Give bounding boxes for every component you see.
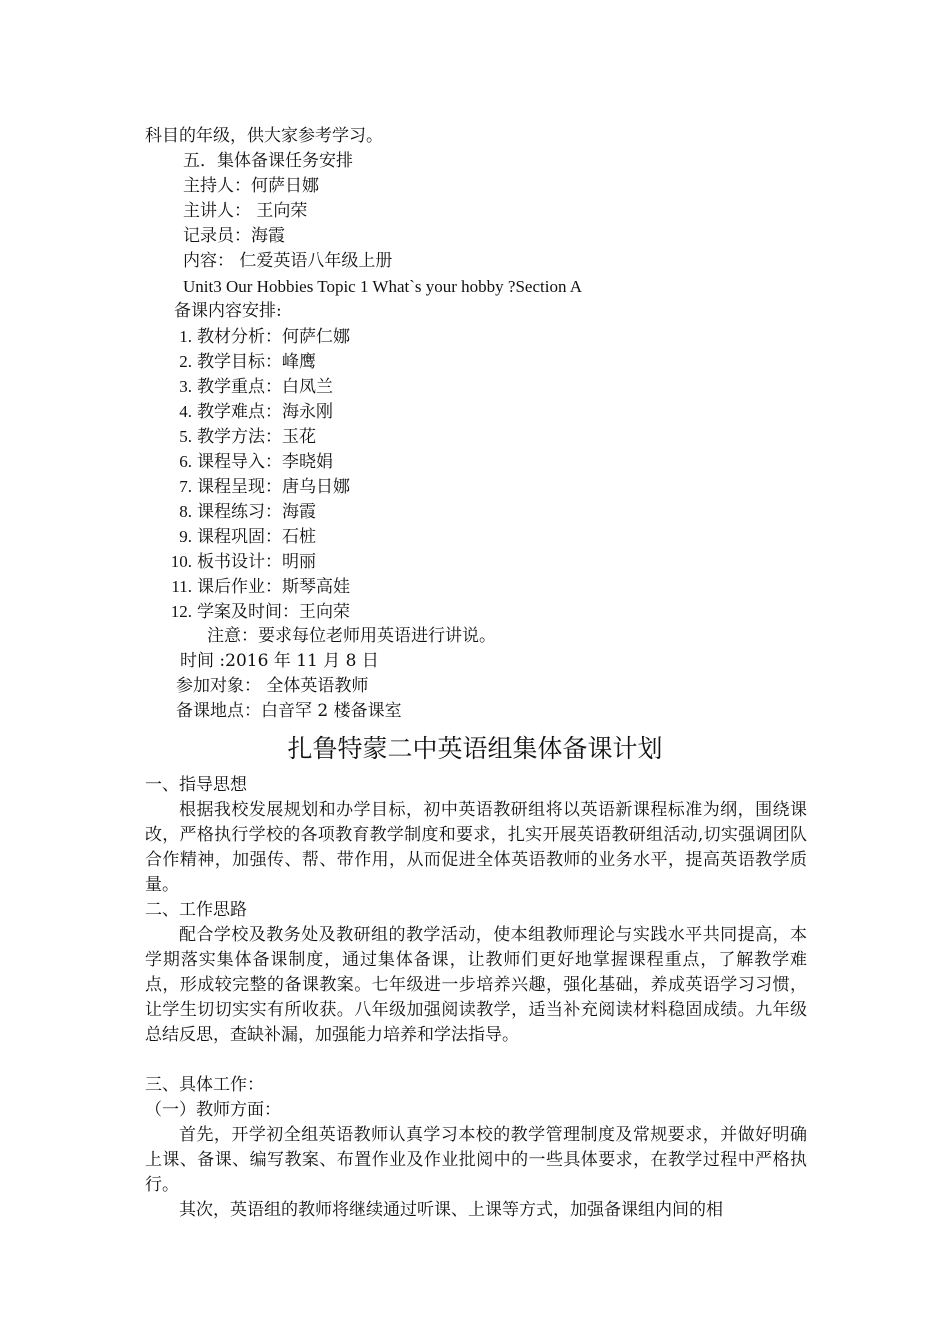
section1-body: 根据我校发展规划和办学目标，初中英语教研组将以英语新课程标准为纲，围绕课改，严格执行学校的各项教育教学制度和要求，扎实开展英语教研组活动,切实强调团队合作精神，加强传、帮、带作用，从而促进全体英语教师的业务水平，提高英语教学质量。: [145, 800, 807, 895]
list-number: 12.: [170, 602, 192, 621]
list-item: [164, 599, 350, 625]
list-number: 8.: [179, 502, 192, 521]
section2-body: 配合学校及教务处及教研组的教学活动，使本组教师理论与实践水平共同提高，本学期落实集体备课制度，通过集体备课，让教师们更好地掌握课程重点，了解教学难点，形成较完整的备课教案。七年级进一步培养兴趣，强化基础，养成英语学习习惯，让学生切切实实有所收获。八年级加强阅读教学，适当补充阅读材料稳固成绩。九年级总结反思，查缺补漏，加强能力培养和学法指导。: [145, 925, 807, 1045]
list-text: 学案及时间：王向荣: [197, 602, 350, 622]
list-item: [164, 474, 350, 500]
list-item: [164, 524, 316, 550]
list-item: [164, 324, 350, 350]
meeting-recorder: 记录员：海霞: [183, 226, 285, 246]
list-item: [164, 574, 350, 600]
list-text: 教材分析：何萨仁娜: [197, 327, 350, 347]
list-text: 课程呈现：唐乌日娜: [197, 477, 350, 497]
meeting-content: 内容： 仁爱英语八年级上册: [183, 251, 393, 271]
list-number: 11.: [171, 577, 192, 596]
list-number: 1.: [179, 327, 192, 346]
meeting-location: 备课地点：白音罕 2 楼备课室: [176, 701, 402, 721]
meeting-time: 时间 :2016 年 11 月 8 日: [180, 651, 379, 671]
list-number: 7.: [179, 477, 192, 496]
list-text: 教学目标：峰鹰: [197, 352, 316, 372]
list-item: [164, 424, 316, 450]
list-item: [164, 549, 316, 575]
meeting-heading: 五．集体备课任务安排: [183, 151, 353, 171]
top-fragment: 科目的年级，供大家参考学习。: [145, 126, 383, 146]
list-text: 教学方法：玉花: [197, 427, 316, 447]
list-text: 板书设计：明丽: [197, 552, 316, 572]
list-item: [164, 399, 333, 425]
sub1-paragraph-2: 其次，英语组的教师将继续通过听课、上课等方式，加强备课组内间的相: [179, 1200, 723, 1220]
meeting-host: 主持人：何萨日娜: [183, 176, 319, 196]
list-item: [164, 349, 316, 375]
list-number: 2.: [179, 352, 192, 371]
sub1-heading: （一）教师方面：: [145, 1100, 281, 1120]
list-text: 教学重点：白凤兰: [197, 377, 333, 397]
list-item: [164, 499, 316, 525]
arrangement-heading: 备课内容安排:: [174, 301, 282, 321]
plan-title: 扎鲁特蒙二中英语组集体备课计划: [287, 734, 663, 763]
section3-heading: 三、具体工作：: [145, 1075, 264, 1095]
section2-heading: 二、工作思路: [145, 900, 247, 920]
list-item: [164, 374, 333, 400]
sub1-paragraph-1: 首先，开学初全组英语教师认真学习本校的教学管理制度及常规要求，并做好明确上课、备课、编写教案、布置作业及作业批阅中的一些具体要求，在教学过程中严格执行。: [145, 1125, 807, 1195]
list-item: [164, 449, 333, 475]
list-text: 课程导入：李晓娟: [197, 452, 333, 472]
list-number: 3.: [179, 377, 192, 396]
list-text: 课后作业：斯琴高娃: [197, 577, 350, 597]
list-text: 课程巩固：石桩: [197, 527, 316, 547]
list-text: 教学难点：海永刚: [197, 402, 333, 422]
list-number: 5.: [179, 427, 192, 446]
meeting-unit-line: Unit3 Our Hobbies Topic 1 What`s your hobby ?Section A: [183, 277, 583, 296]
list-number: 9.: [179, 527, 192, 546]
section1-heading: 一、指导思想: [145, 775, 247, 795]
meeting-participants: 参加对象： 全体英语教师: [176, 676, 369, 696]
meeting-speaker: 主讲人： 王向荣: [183, 201, 308, 221]
list-text: 课程练习：海霞: [197, 502, 316, 522]
list-number: 6.: [179, 452, 192, 471]
meeting-note: 注意：要求每位老师用英语进行讲说。: [207, 626, 496, 646]
list-number: 4.: [179, 402, 192, 421]
list-number: 10.: [170, 552, 192, 571]
